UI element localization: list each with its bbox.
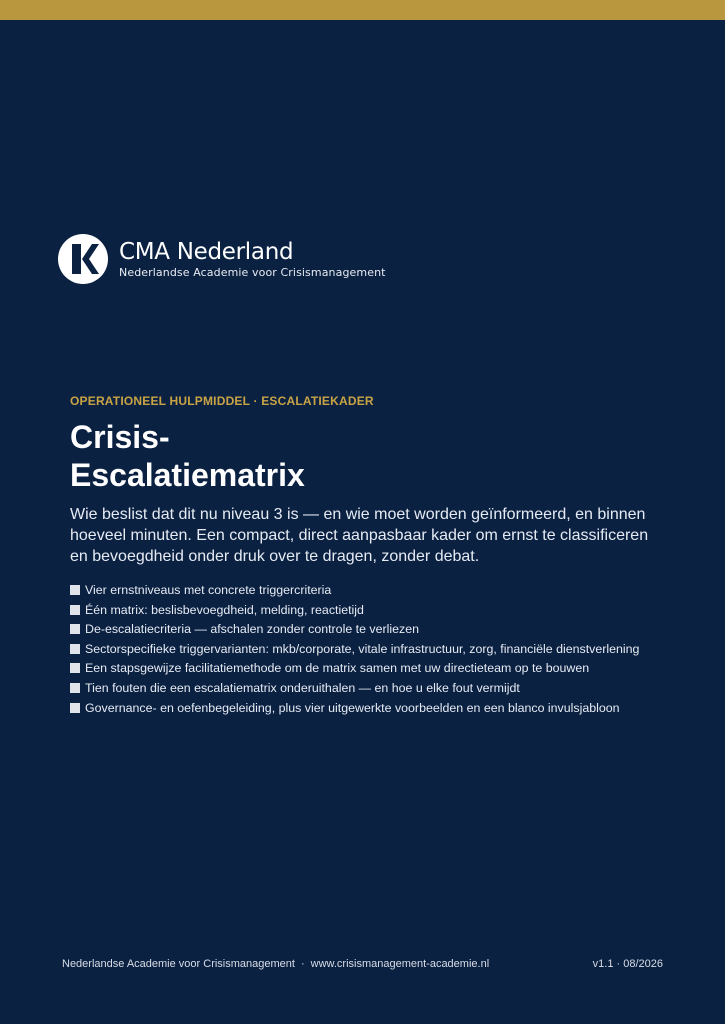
cover-title-line-2: Escalatiematrix	[70, 457, 305, 493]
brand-subtitle: Nederlandse Academie voor Crisismanagement	[119, 265, 386, 279]
feature-text: Tien fouten die een escalatiematrix onderuithalen — en hoe u elke fout vermijdt	[85, 680, 520, 695]
feature-item	[70, 620, 660, 640]
feature-item	[70, 659, 660, 679]
footer-separator: ·	[300, 958, 305, 970]
feature-text: De-escalatiecriteria — afschalen zonder controle te verliezen	[85, 622, 420, 637]
top-accent-bar	[0, 0, 725, 20]
feature-list	[70, 581, 660, 718]
feature-text: Sectorspecifieke triggervarianten: mkb/corporate, vitale infrastructuur, zorg, financiële dienstverlening	[85, 641, 640, 656]
k-circle-icon	[58, 234, 108, 284]
square-bullet-icon	[70, 624, 80, 634]
footer-left	[62, 958, 489, 970]
feature-item	[70, 679, 660, 699]
brand-name: CMA Nederland	[119, 238, 294, 265]
footer-version: v1.1 · 08/2026	[592, 958, 663, 970]
feature-text: Governance- en oefenbegeleiding, plus vier uitgewerkte voorbeelden en een blanco invulsjabloon	[85, 700, 620, 715]
cover-kicker: OPERATIONEEL HULPMIDDEL · ESCALATIEKADER	[70, 394, 374, 408]
square-bullet-icon	[70, 644, 80, 654]
feature-item	[70, 601, 660, 621]
feature-text: Een stapsgewijze facilitatiemethode om de matrix samen met uw directieteam op te bouwen	[85, 661, 590, 676]
cover-title-line-1: Crisis-	[70, 419, 170, 455]
feature-text: Vier ernstniveaus met concrete triggercriteria	[85, 583, 332, 597]
feature-item	[70, 640, 660, 660]
feature-item	[70, 581, 660, 601]
cover-lede: Wie beslist dat dit nu niveau 3 is — en wie moet worden geïnformeerd, en binnen hoeveel minuten. Een compact, direct aanpasbaar kader om ernst te classificeren en bevoegdheid onder druk over te dragen, zonder debat.	[70, 506, 649, 565]
cover-title	[70, 418, 305, 494]
square-bullet-icon	[70, 663, 80, 673]
brand-logo	[58, 234, 386, 284]
page-footer	[62, 958, 663, 970]
feature-text: Één matrix: beslisbevoegdheid, melding, reactietijd	[85, 602, 364, 617]
square-bullet-icon	[70, 605, 80, 615]
feature-item	[70, 699, 660, 719]
square-bullet-icon	[70, 683, 80, 693]
square-bullet-icon	[70, 585, 80, 595]
footer-organisation: Nederlandse Academie voor Crisismanagement	[62, 958, 295, 970]
footer-website-link[interactable]: www.crisismanagement-academie.nl	[310, 958, 490, 970]
square-bullet-icon	[70, 703, 80, 713]
